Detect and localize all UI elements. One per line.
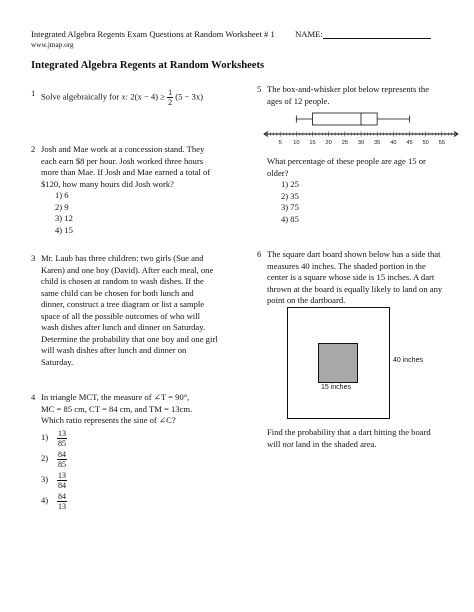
q6-question-line: Find the probability that a dart hitting the board	[267, 427, 431, 437]
tick-label: 15	[309, 140, 316, 146]
dart-board-shaded-square	[318, 343, 358, 383]
axis-ticks	[264, 132, 458, 147]
answer-option: 4) 85	[281, 213, 299, 224]
q6-line: center is a square whose side is 15 inches. A dart	[267, 272, 435, 282]
site-link[interactable]: www.jmap.org	[31, 41, 74, 49]
header-title: Integrated Algebra Regents Exam Questions at Random Worksheet # 1	[31, 29, 275, 39]
question-number: 1	[31, 88, 36, 98]
inner-side-label: 15 inches	[321, 384, 351, 391]
q5-line: The box-and-whisker plot below represents the	[267, 84, 430, 94]
tick-label: 10	[293, 140, 300, 146]
q3-line: will wash dishes after lunch and dinner on	[41, 345, 187, 355]
q4-line: Which ratio represents the sine of ∠C?	[41, 415, 176, 425]
question-number: 2	[31, 144, 36, 154]
question-number: 5	[257, 84, 262, 94]
question-4	[31, 392, 246, 512]
answer-option: 3) $\frac{13}{84}$	[41, 470, 66, 490]
q6-line: measures 40 inches. The shaded portion in the	[267, 260, 426, 271]
worksheet-header	[31, 29, 431, 39]
answer-option: 2) 9	[55, 201, 69, 212]
answer-option: 2) $\frac{84}{85}$	[41, 449, 66, 469]
q3-line: child is chosen at random to wash dishes. If the	[41, 276, 204, 286]
tick-label: 5	[278, 140, 282, 146]
q6-line: point on the dartboard.	[267, 295, 346, 305]
q5-question-line: What percentage of these people are age 15 or	[267, 156, 426, 166]
q2-line: each earn $8 per hour. Josh worked three hours	[41, 155, 204, 166]
question-number: 6	[257, 249, 262, 259]
outer-side-label: 40 inches	[393, 357, 423, 364]
tick-label: 25	[341, 140, 348, 146]
q1-expr-left: 2(x − 4) ≥	[130, 91, 165, 102]
tick-label: 55	[438, 140, 445, 146]
question-5-prompt	[267, 156, 462, 225]
question-3	[31, 253, 246, 368]
answer-option: 4) $\frac{84}{13}$	[41, 491, 66, 511]
answer-option: 1) $\frac{13}{85}$	[41, 428, 66, 448]
q3-line: same child can be chosen for both lunch and	[41, 287, 194, 298]
question-1	[31, 88, 241, 107]
name-blank-line	[323, 38, 431, 39]
q1-prefix: Solve algebraically for	[41, 91, 120, 102]
question-number: 3	[31, 253, 36, 263]
box-plot-marks	[296, 113, 409, 125]
q3-line: wash dishes after lunch and dinner on Saturday.	[41, 322, 206, 332]
box-whisker-plot	[262, 108, 462, 148]
q3-line: Mr. Laub has three children: two girls (Sue and	[41, 253, 204, 263]
q4-line: MC = 85 cm, CT = 84 cm, and TM = 13cm.	[41, 403, 193, 414]
name-label: NAME:	[295, 29, 323, 39]
q3-line: Karen) and one boy (David). After each meal, one	[41, 264, 214, 275]
tick-label: 30	[357, 140, 365, 146]
answer-option: 4) 15	[55, 224, 73, 235]
question-2	[31, 144, 246, 236]
q1-expr-right: (5 − 3x)	[175, 91, 203, 102]
answer-option: 3) 75	[281, 202, 299, 212]
q5-line: ages of 12 people.	[267, 95, 330, 106]
q1-var: x:	[121, 91, 129, 102]
question-5	[257, 84, 457, 107]
question-6	[257, 249, 462, 307]
q2-line: $120, how many hours did Josh work?	[41, 178, 174, 189]
q5-question-line: older?	[267, 167, 289, 178]
answer-option: 1) 6	[55, 190, 69, 200]
tick-label: 50	[422, 140, 429, 146]
interquartile-box	[313, 113, 378, 125]
q6-line: thrown at the board is equally likely to land on any	[267, 283, 443, 294]
question-6-prompt	[267, 427, 467, 450]
tick-label: 45	[406, 140, 413, 146]
dart-board-outer-square	[287, 307, 390, 419]
tick-label: 35	[374, 140, 381, 146]
q3-line: dinner, construct a tree diagram or list a sample	[41, 299, 205, 309]
q3-line: Determine the probability that one boy and one girl	[41, 333, 218, 344]
tick-label: 20	[325, 140, 332, 146]
q4-line: In triangle MCT, the measure of ∠T = 90°,	[41, 392, 190, 402]
answer-option: 3) 12	[55, 213, 73, 223]
question-number: 4	[31, 392, 36, 402]
q6-line: The square dart board shown below has a side that	[267, 249, 441, 259]
q2-line: more than Mae. If Josh and Mae earned a total of	[41, 167, 211, 177]
page-title: Integrated Algebra Regents at Random Worksheets	[31, 60, 265, 71]
q2-line: Josh and Mae work at a concession stand. They	[41, 144, 205, 154]
answer-option: 1) 25	[281, 179, 299, 189]
q1-fraction: $\frac{1}{2}$	[168, 88, 173, 107]
q6-question-line: will not land in the shaded area.	[267, 438, 377, 449]
answer-option: 2) 35	[281, 190, 299, 201]
tick-label: 40	[390, 140, 397, 146]
q3-line: space of all the possible outcomes of who will	[41, 310, 200, 321]
q3-line: Saturday.	[41, 356, 74, 367]
